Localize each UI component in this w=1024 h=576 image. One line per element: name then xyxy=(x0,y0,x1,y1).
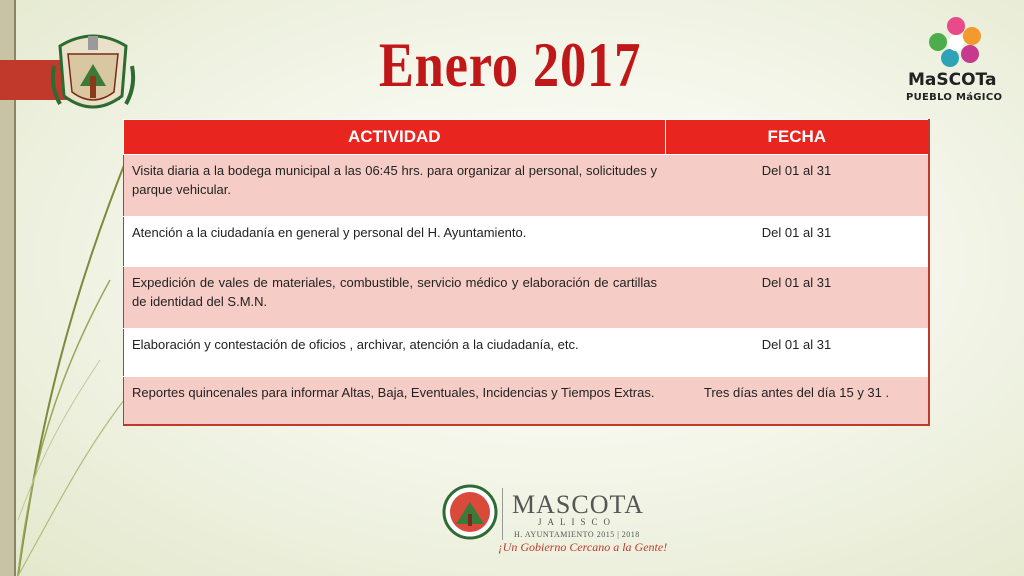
cell-fecha: Del 01 al 31 xyxy=(665,155,929,217)
cell-actividad: Elaboración y contestación de oficios , archivar, atención a la ciudadanía, etc. xyxy=(124,329,666,377)
cell-fecha: Del 01 al 31 xyxy=(665,217,929,267)
cell-fecha: Del 01 al 31 xyxy=(665,267,929,329)
top-right-brand-text: MaSCOTa xyxy=(908,70,997,90)
table-row xyxy=(124,377,930,425)
page-title: Enero 2017 xyxy=(378,29,642,100)
column-header-actividad: ACTIVIDAD xyxy=(124,120,666,155)
mascota-ayuntamiento-logo xyxy=(440,480,668,560)
cell-fecha: Tres días antes del día 15 y 31 . xyxy=(665,377,929,425)
pueblo-magico-logo xyxy=(904,16,1004,106)
cell-actividad: Atención a la ciudadanía en general y personal del H. Ayuntamiento. xyxy=(124,217,666,267)
column-header-fecha: FECHA xyxy=(665,120,929,155)
bottom-state-text: JALISCO xyxy=(538,517,617,527)
slogan-text: ¡Un Gobierno Cercano a la Gente! xyxy=(498,540,668,554)
table-header-row xyxy=(124,120,930,155)
table-row xyxy=(124,217,930,267)
activity-table xyxy=(123,119,930,426)
cell-actividad: Visita diaria a la bodega municipal a las 06:45 hrs. para organizar al personal, solicitudes y parque vehicular. xyxy=(124,155,666,217)
table-row xyxy=(124,329,930,377)
cell-fecha: Del 01 al 31 xyxy=(665,329,929,377)
cell-actividad: Expedición de vales de materiales, combustible, servicio médico y elaboración de cartillas de identidad del S.M.N. xyxy=(124,267,666,329)
bottom-brand-text: MASCOTA xyxy=(512,490,645,519)
cell-actividad: Reportes quincenales para informar Altas, Baja, Eventuales, Incidencias y Tiempos Extras. xyxy=(124,377,666,425)
top-right-sub-text: PUEBLO MáGICO xyxy=(906,92,1003,103)
logo-divider xyxy=(502,488,503,540)
table-row xyxy=(124,155,930,217)
bottom-period-text: H. AYUNTAMIENTO 2015 | 2018 xyxy=(514,530,640,539)
ayuntamiento-seal-icon xyxy=(442,484,498,540)
table-row xyxy=(124,267,930,329)
municipal-crest-icon xyxy=(50,26,136,118)
pinwheel-icon xyxy=(926,16,986,72)
